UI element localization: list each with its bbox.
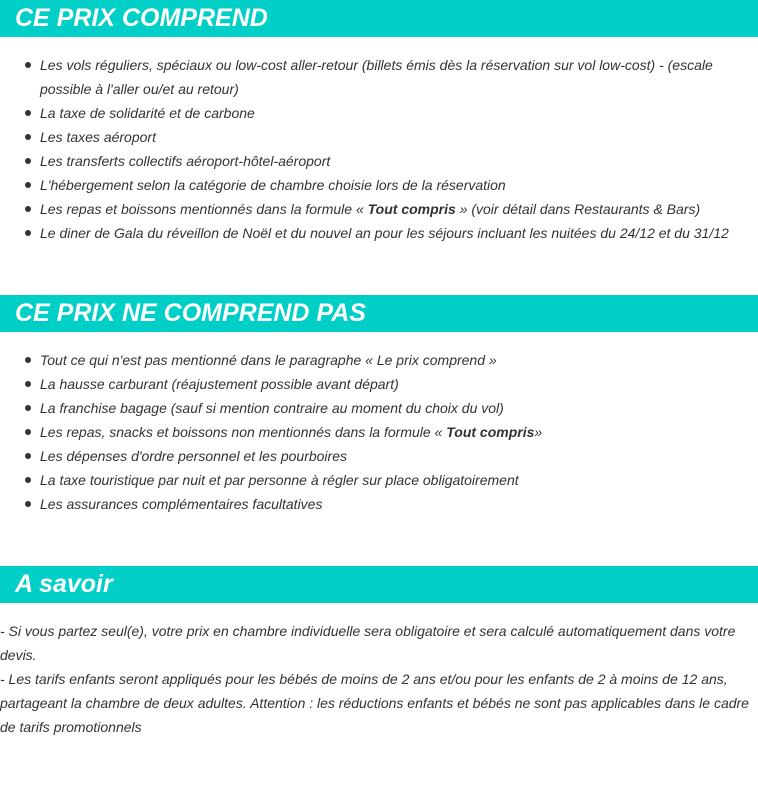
to-know-text [0,619,752,739]
list-item-text: Tout ce qui n'est pas mentionné dans le paragraphe « Le prix comprend » [40,352,497,368]
info-paragraph: - Les tarifs enfants seront appliqués pour les bébés de moins de 2 ans et/ou pour les enfants de 2 à moins de 12 ans, partageant la chambre de deux adultes. Attention : les réductions enfants et bébés ne sont pas applicables dans le cadre de tarifs promotionnels [0,671,749,735]
list-item-text: La franchise bagage (sauf si mention contraire au moment du choix du vol) [40,400,504,416]
list-item-text: Les transferts collectifs aéroport-hôtel-aéroport [40,153,331,169]
list-item-text: Les repas et boissons mentionnés dans la formule « [40,201,368,217]
list-item-text: Les vols réguliers, spéciaux ou low-cost aller-retour (billets émis dès la réservation sur vol low-cost) - (escale possible à l'aller ou/et au retour) [40,57,713,97]
bullet-icon [25,206,31,212]
bullet-icon [25,230,31,236]
section-header-excluded [0,295,758,332]
bullet-icon [25,477,31,483]
bullet-icon [25,453,31,459]
list-item [0,197,740,221]
included-list [0,53,740,245]
info-paragraph: - Si vous partez seul(e), votre prix en chambre individuelle sera obligatoire et sera calculé automatiquement dans votre devis. [0,623,736,663]
list-item [0,468,740,492]
formula-name: Tout compris [367,201,456,217]
list-item-text: Les assurances complémentaires facultatives [40,496,323,512]
bullet-icon [25,134,31,140]
bullet-icon [25,182,31,188]
list-item [0,348,740,372]
list-item-text: Les dépenses d'ordre personnel et les pourboires [40,448,347,464]
list-item [0,492,740,516]
bullet-icon [25,62,31,68]
list-item [0,101,740,125]
list-item [0,372,740,396]
list-item [0,444,740,468]
section-title-excluded: CE PRIX NE COMPREND PAS [15,299,366,327]
list-item-text: L'hébergement selon la catégorie de chambre choisie lors de la réservation [40,177,506,193]
bullet-icon [25,501,31,507]
list-item-text: Les repas, snacks et boissons non mentionnés dans la formule « [40,424,447,440]
list-item [0,53,740,101]
list-item [0,173,740,197]
list-item-text: La taxe de solidarité et de carbone [40,105,255,121]
list-item-text: » (voir détail dans Restaurants & Bars) [455,201,701,217]
bullet-icon [25,381,31,387]
section-title-included: CE PRIX COMPREND [15,4,268,32]
bullet-icon [25,158,31,164]
excluded-list [0,348,740,516]
list-item-text: Les taxes aéroport [40,129,156,145]
formula-name: Tout compris [446,424,535,440]
list-item [0,221,740,245]
section-title-to-know: A savoir [15,570,113,598]
list-item [0,420,740,444]
list-item-text: » [534,424,543,440]
list-item [0,396,740,420]
section-header-to-know [0,566,758,603]
bullet-icon [25,357,31,363]
list-item-text: La hausse carburant (réajustement possible avant départ) [40,376,399,392]
list-item [0,149,740,173]
bullet-icon [25,429,31,435]
list-item [0,125,740,149]
bullet-icon [25,110,31,116]
bullet-icon [25,405,31,411]
section-header-included [0,0,758,37]
list-item-text: La taxe touristique par nuit et par personne à régler sur place obligatoirement [40,472,519,488]
list-item-text: Le diner de Gala du réveillon de Noël et du nouvel an pour les séjours incluant les nuitées du 24/12 et du 31/12 [40,225,729,241]
